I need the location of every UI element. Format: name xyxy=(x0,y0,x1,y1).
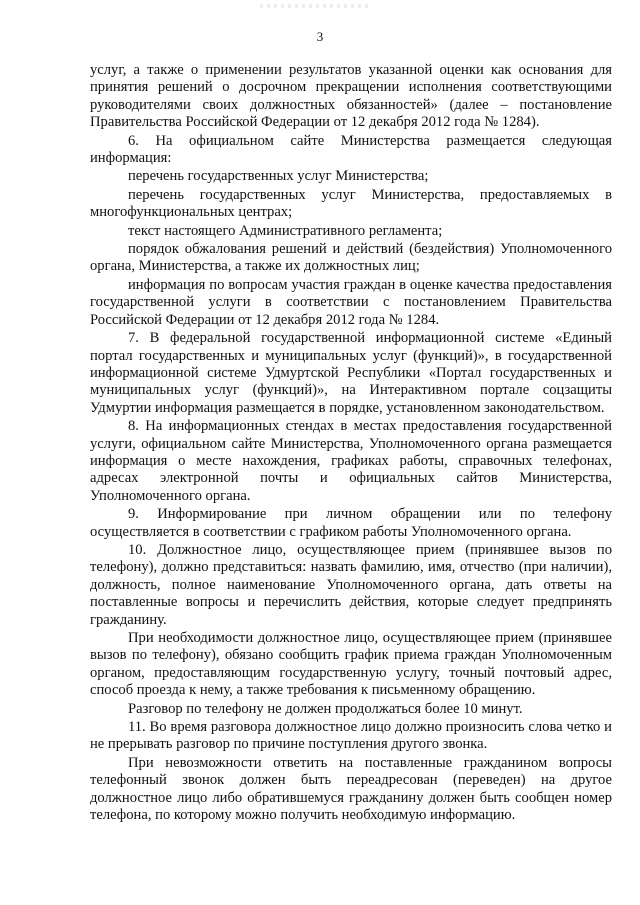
page-number: 3 xyxy=(316,29,324,44)
paragraph: При невозможности ответить на поставленные гражданином вопросы телефонный звонок должен быть переадресован (переведен) на другое должностное лицо либо обратившемуся гражданину должен быть сообщен номер телефона, по которому можно получить необходимую информацию. xyxy=(90,754,612,824)
document-body xyxy=(90,62,612,825)
paragraph: 8. На информационных стендах в местах предоставления государственной услуги, официальном сайте Министерства, Уполномоченного органа размещается информация о месте нахождения, графиках работы, справочных телефонах, адресах электронной почты и официальных сайтов Министерства, Уполномоченного органа. xyxy=(90,418,612,504)
paragraph: перечень государственных услуг Министерства; xyxy=(128,168,429,185)
paragraph: Разговор по телефону не должен продолжаться более 10 минут. xyxy=(128,700,523,717)
paragraph: 7. В федеральной государственной информационной системе «Единый портал государственных и муниципальных услуг (функций)», в государственной информационной системе Удмуртской Республики «Портал государственных и муниципальных услуг (функций)», на Интерактивном портале соцзащиты Удмуртии информация размещается в порядке, установленном законодательством. xyxy=(90,330,612,416)
paragraph: порядок обжалования решений и действий (бездействия) Уполномоченного органа, Министерства, а также их должностных лиц; xyxy=(90,241,612,275)
paragraph: При необходимости должностное лицо, осуществляющее прием (принявшее вызов по телефону), обязано сообщить график приема граждан Уполномоченным органом, предоставляющим государственную услугу, точный почтовый адрес, способ проезда к нему, а также требования к письменному обращению. xyxy=(90,630,612,699)
paragraph: 6. На официальном сайте Министерства размещается следующая информация: xyxy=(90,132,612,167)
paragraph: 11. Во время разговора должностное лицо должно произносить слова четко и не прерывать разговор по причине поступления другого звонка. xyxy=(90,719,612,753)
paragraph: 9. Информирование при личном обращении или по телефону осуществляется в соответствии с графиком работы Уполномоченного органа. xyxy=(90,506,612,540)
paragraph: 10. Должностное лицо, осуществляющее прием (принявшее вызов по телефону), должно представиться: назвать фамилию, имя, отчество (при наличии), должность, полное наименование Уполномоченного органа, дать ответы на поставленные вопросы и перечислить действия, которые следует предпринять гражданину. xyxy=(90,541,612,628)
paragraph: информация по вопросам участия граждан в оценке качества предоставления государственной услуги в соответствии с постановлением Правительства Российской Федерации от 12 декабря 2012 года № 1284. xyxy=(90,276,612,328)
paragraph: услуг, а также о применении результатов указанной оценки как основания для принятия решений о досрочном прекращении исполнения соответствующими руководителями своих должностных обязанностей» (далее – постановление Правительства Российской Федерации от 12 декабря 2012 года № 1284). xyxy=(90,62,612,131)
paragraph: перечень государственных услуг Министерства, предоставляемых в многофункциональных центрах; xyxy=(90,186,612,221)
scan-artifact xyxy=(260,4,370,8)
paragraph: текст настоящего Административного регламента; xyxy=(128,222,443,239)
